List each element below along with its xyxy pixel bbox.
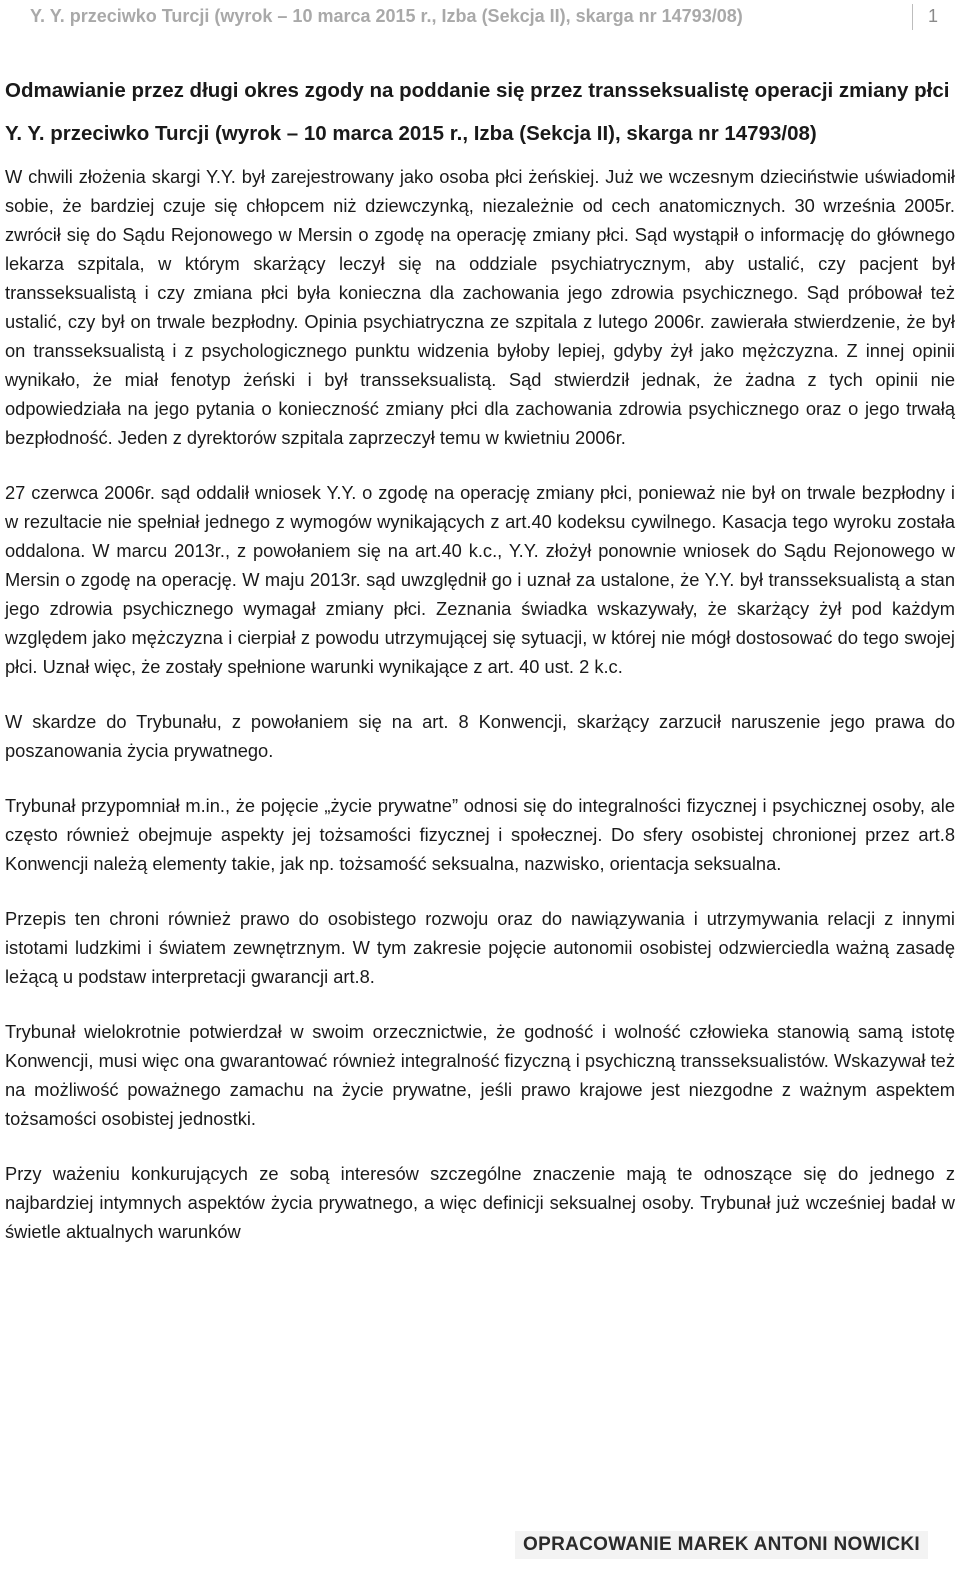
document-body — [5, 76, 955, 1272]
case-reference: Y. Y. przeciwko Turcji (wyrok – 10 marca 2015 r., Izba (Sekcja II), skarga nr 14793/08) — [5, 122, 817, 145]
paragraph-complaint: W skardze do Trybunału, z powołaniem się na art. 8 Konwencji, skarżący zarzucił naruszenie jego prawa do poszanowania życia prywatnego. — [5, 711, 955, 761]
paragraph-proceedings: 27 czerwca 2006r. sąd oddalił wniosek Y.Y. o zgodę na operację zmiany płci, ponieważ nie był on trwale bezpłodny i w rezultacie nie spełniał jednego z wymogów wynikających z art.40 kodeksu cywilnego. Kasacja tego wyroku została oddalona. W marcu 2013r., z powołaniem się na art.40 k.c., Y.Y. złożył ponownie wniosek do Sądu Rejonowego w Mersin o zgodę na operację. W maju 2013r. sąd uwzględnił go i uznał za ustalone, że Y.Y. był transseksualistą a stan jego zdrowia psychicznego wymagał zmiany płci. Zeznania świadka wskazywały, że skarżący żył pod każdym względem jako mężczyzna i cierpiał z powodu utrzymującej się sytuacji, w której nie mógł dostosować do tego swojej płci. Uznał więc, że zostały spełnione warunki wynikające z art. 40 ust. 2 k.c. — [5, 482, 955, 677]
header-separator — [912, 4, 913, 30]
running-header — [0, 0, 960, 38]
paragraph-balancing: Przy ważeniu konkurujących ze sobą interesów szczególne znaczenie mają te odnoszące się do jednego z najbardziej intymnych aspektów życia prywatnego, a więc definicji seksualnej osoby. Trybunał już wcześniej badał w świetle aktualnych warunków — [5, 1163, 955, 1242]
document-title: Odmawianie przez długi okres zgody na poddanie się przez transseksualistę operacji zmiany płci — [5, 79, 950, 102]
page-number: 1 — [928, 6, 939, 26]
running-header-title: Y. Y. przeciwko Turcji (wyrok – 10 marca 2015 r., Izba (Sekcja II), skarga nr 14793/08) — [30, 6, 743, 26]
paragraph-facts: W chwili złożenia skargi Y.Y. był zarejestrowany jako osoba płci żeńskiej. Już we wczesnym dzieciństwie uświadomił sobie, że bardziej czuje się chłopcem niż dziewczynką, niezależnie od cech anatomicznych. 30 września 2005r. zwrócił się do Sądu Rejonowego w Mersin o zgodę na operację zmiany płci. Sąd wystąpił o informację do głównego lekarza szpitala, w którym skarżący leczył się na oddziale psychiatrycznym, aby ustalić, czy pacjent był transseksualistą i czy zmiana płci była konieczna dla zachowania jego zdrowia psychicznego. Sąd próbował też ustalić, czy był on trwale bezpłodny. Opinia psychiatryczna ze szpitala z lutego 2006r. zawierała stwierdzenie, że był on transseksualistą i z psychologicznego punktu widzenia byłoby lepiej, gdyby żył jako mężczyzna. Z innej opinii wynikało, że miał fenotyp żeński i był transseksualistą. Sąd stwierdził jednak, że żadna z tych opinii nie odpowiedziała na jego pytania o konieczność zmiany płci dla zachowania zdrowia psychicznego oraz o jego trwałą bezpłodność. Jeden z dyrektorów szpitala zaprzeczył temu w kwietniu 2006r. — [5, 166, 955, 448]
paragraph-dignity: Trybunał wielokrotnie potwierdzał w swoim orzecznictwie, że godność i wolność człowieka stanowią samą istotę Konwencji, musi więc ona gwarantować również integralność fizyczną i psychiczną transseksualistów. Wskazywał też na możliwość poważnego zamachu na życie prywatne, jeśli prawo krajowe jest niezgodne z ważnym aspektem tożsamości osobistej jednostki. — [5, 1021, 955, 1129]
footer-author-banner: OPRACOWANIE MAREK ANTONI NOWICKI — [515, 1531, 928, 1559]
paragraph-personal-development: Przepis ten chroni również prawo do osobistego rozwoju oraz do nawiązywania i utrzymywania relacji z innymi istotami ludzkimi i światem zewnętrznym. W tym zakresie pojęcie autonomii osobistej odzwierciedla ważną zasadę leżącą u podstaw interpretacji gwarancji art.8. — [5, 908, 955, 987]
paragraph-private-life: Trybunał przypomniał m.in., że pojęcie „życie prywatne” odnosi się do integralności fizycznej i psychicznej osoby, ale często również obejmuje aspekty jej tożsamości fizycznej i społecznej. Do sfery osobistej chronionej przez art.8 Konwencji należą elementy takie, jak np. tożsamość seksualna, nazwisko, orientacja seksualna. — [5, 795, 955, 874]
